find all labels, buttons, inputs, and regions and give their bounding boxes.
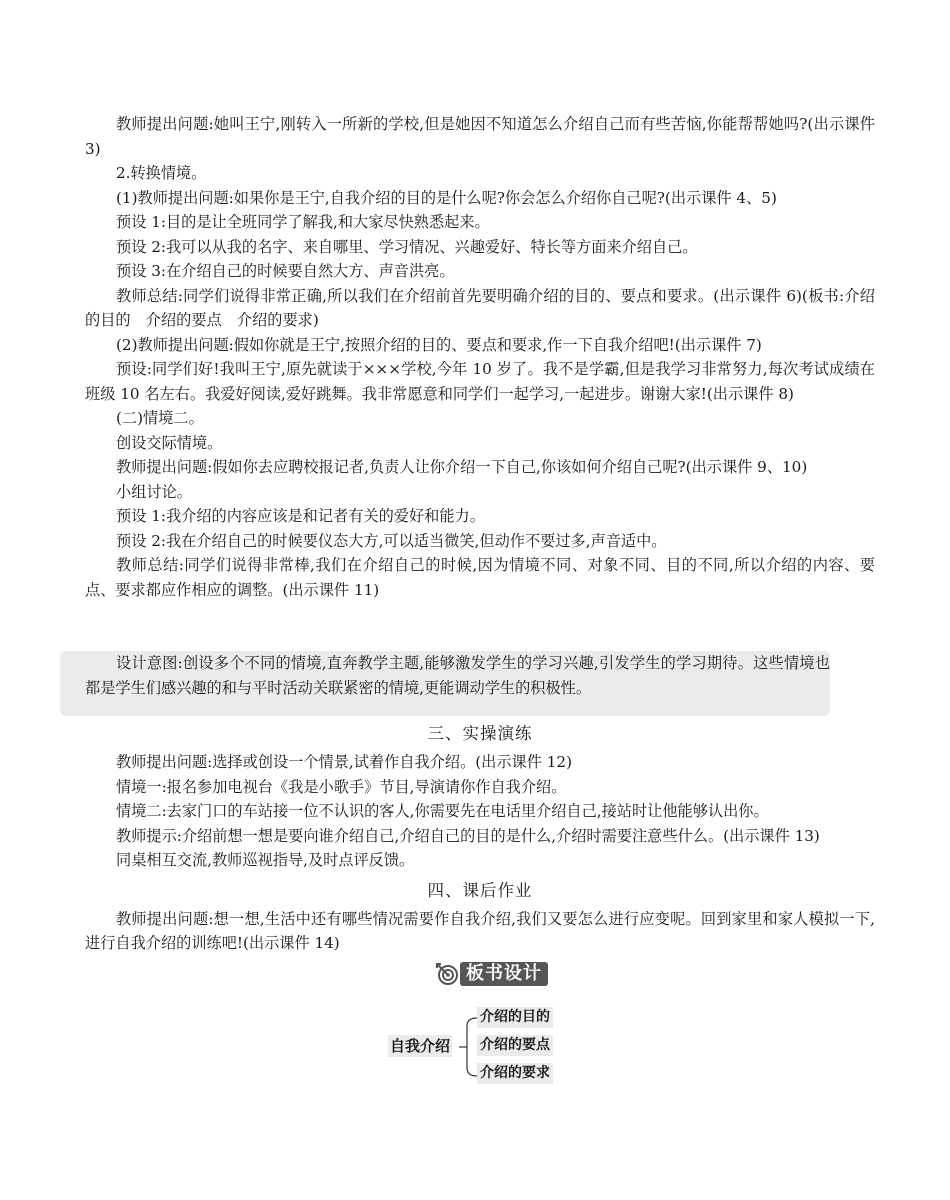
paragraph: 同桌相互交流,教师巡视指导,及时点评反馈。 (116, 851, 415, 869)
design-intent-text: 设计意图:创设多个不同的情境,直奔教学主题,能够激发学生的学习兴趣,引发学生的学习期待。这些情境也都是学生们感兴趣的和与平时活动关联紧密的情境,更能调动学生的积极性。 (85, 654, 830, 697)
design-intent-box (60, 651, 830, 716)
paragraph: 预设 1:目的是让全班同学了解我,和大家尽快熟悉起来。 (116, 213, 490, 231)
paragraph: 教师提出问题:她叫王宁,刚转入一所新的学校,但是她因不知道怎么介绍自己而有些苦恼,你能帮帮她吗?(出示课件 3) (85, 115, 875, 158)
paragraph: (2)教师提出问题:假如你就是王宁,按照介绍的目的、要点和要求,作一下自我介绍吧!(出示课件 7) (116, 335, 762, 354)
board-design (85, 956, 875, 1106)
paragraph: 预设 3:在介绍自己的时候要自然大方、声音洪亮。 (116, 262, 455, 280)
paragraph: 教师提示:介绍前想一想是要向谁介绍自己,介绍自己的目的是什么,介绍时需要注意些什么。(出示课件 13) (116, 826, 820, 845)
lesson-page (85, 112, 875, 1106)
tree-bracket (457, 1010, 479, 1084)
target-icon (435, 962, 459, 986)
paragraph: (1)教师提出问题:如果你是王宁,自我介绍的目的是什么呢?你会怎么介绍你自己呢?(出示课件 4、5) (116, 188, 777, 207)
paragraph: 预设 2:我在介绍自己的时候要仪态大方,可以适当微笑,但动作不要过多,声音适中。 (116, 531, 667, 550)
paragraph: 教师总结:同学们说得非常棒,我们在介绍自己的时候,因为情境不同、对象不同、目的不同,所以介绍的内容、要点、要求都应作相应的调整。(出示课件 11) (85, 556, 875, 599)
paragraph: 教师提出问题:选择或创设一个情景,试着作自我介绍。(出示课件 12) (116, 753, 573, 771)
paragraph: 教师提出问题:想一想,生活中还有哪些情况需要作自我介绍,我们又要怎么进行应变呢。回到家里和家人模拟一下,进行自我介绍的训练吧!(出示课件 14) (85, 909, 875, 952)
paragraph: 情境二:去家门口的车站接一位不认识的客人,你需要先在电话里介绍自己,接站时让他能够认出你。 (116, 802, 769, 820)
paragraph: 2.转换情境。 (116, 164, 207, 182)
board-design-title: 板书设计 (460, 962, 548, 986)
paragraph: 小组讨论。 (116, 482, 192, 501)
tree-branch-requirements: 介绍的要求 (477, 1063, 553, 1084)
paragraph: 预设 1:我介绍的内容应该是和记者有关的爱好和能力。 (116, 507, 485, 525)
paragraph: (二)情境二。 (116, 409, 204, 427)
tree-root-label: 自我介绍 (390, 1036, 451, 1055)
tree-branch-points: 介绍的要点 (477, 1035, 553, 1056)
paragraph: 教师提出问题:假如你去应聘校报记者,负责人让你介绍一下自己,你该如何介绍自己呢?(出示课件 9、10) (116, 458, 808, 476)
paragraph: 创设交际情境。 (116, 433, 223, 452)
section-title-practice: 三、实操演练 (427, 724, 533, 743)
section-title-homework: 四、课后作业 (427, 880, 533, 900)
paragraph: 教师总结:同学们说得非常正确,所以我们在介绍前首先要明确介绍的目的、要点和要求。(出示课件 6)(板书:介绍的目的 介绍的要点 介绍的要求) (85, 286, 875, 329)
paragraph: 预设 2:我可以从我的名字、来自哪里、学习情况、兴趣爱好、特长等方面来介绍自己。 (116, 237, 698, 256)
paragraph: 预设:同学们好!我叫王宁,原先就读于×××学校,今年 10 岁了。我不是学霸,但是我学习非常努力,每次考试成绩在班级 10 名左右。我爱好阅读,爱好跳舞。我非常愿意和同学们一起学习,一起进步。谢谢大家!(出示课件 8) (85, 360, 875, 403)
spacer (85, 602, 875, 651)
board-design-banner (435, 962, 548, 986)
tree-branch-purpose: 介绍的目的 (477, 1007, 553, 1028)
paragraph: 情境一:报名参加电视台《我是小歌手》节目,导演请你作自我介绍。 (116, 777, 567, 796)
